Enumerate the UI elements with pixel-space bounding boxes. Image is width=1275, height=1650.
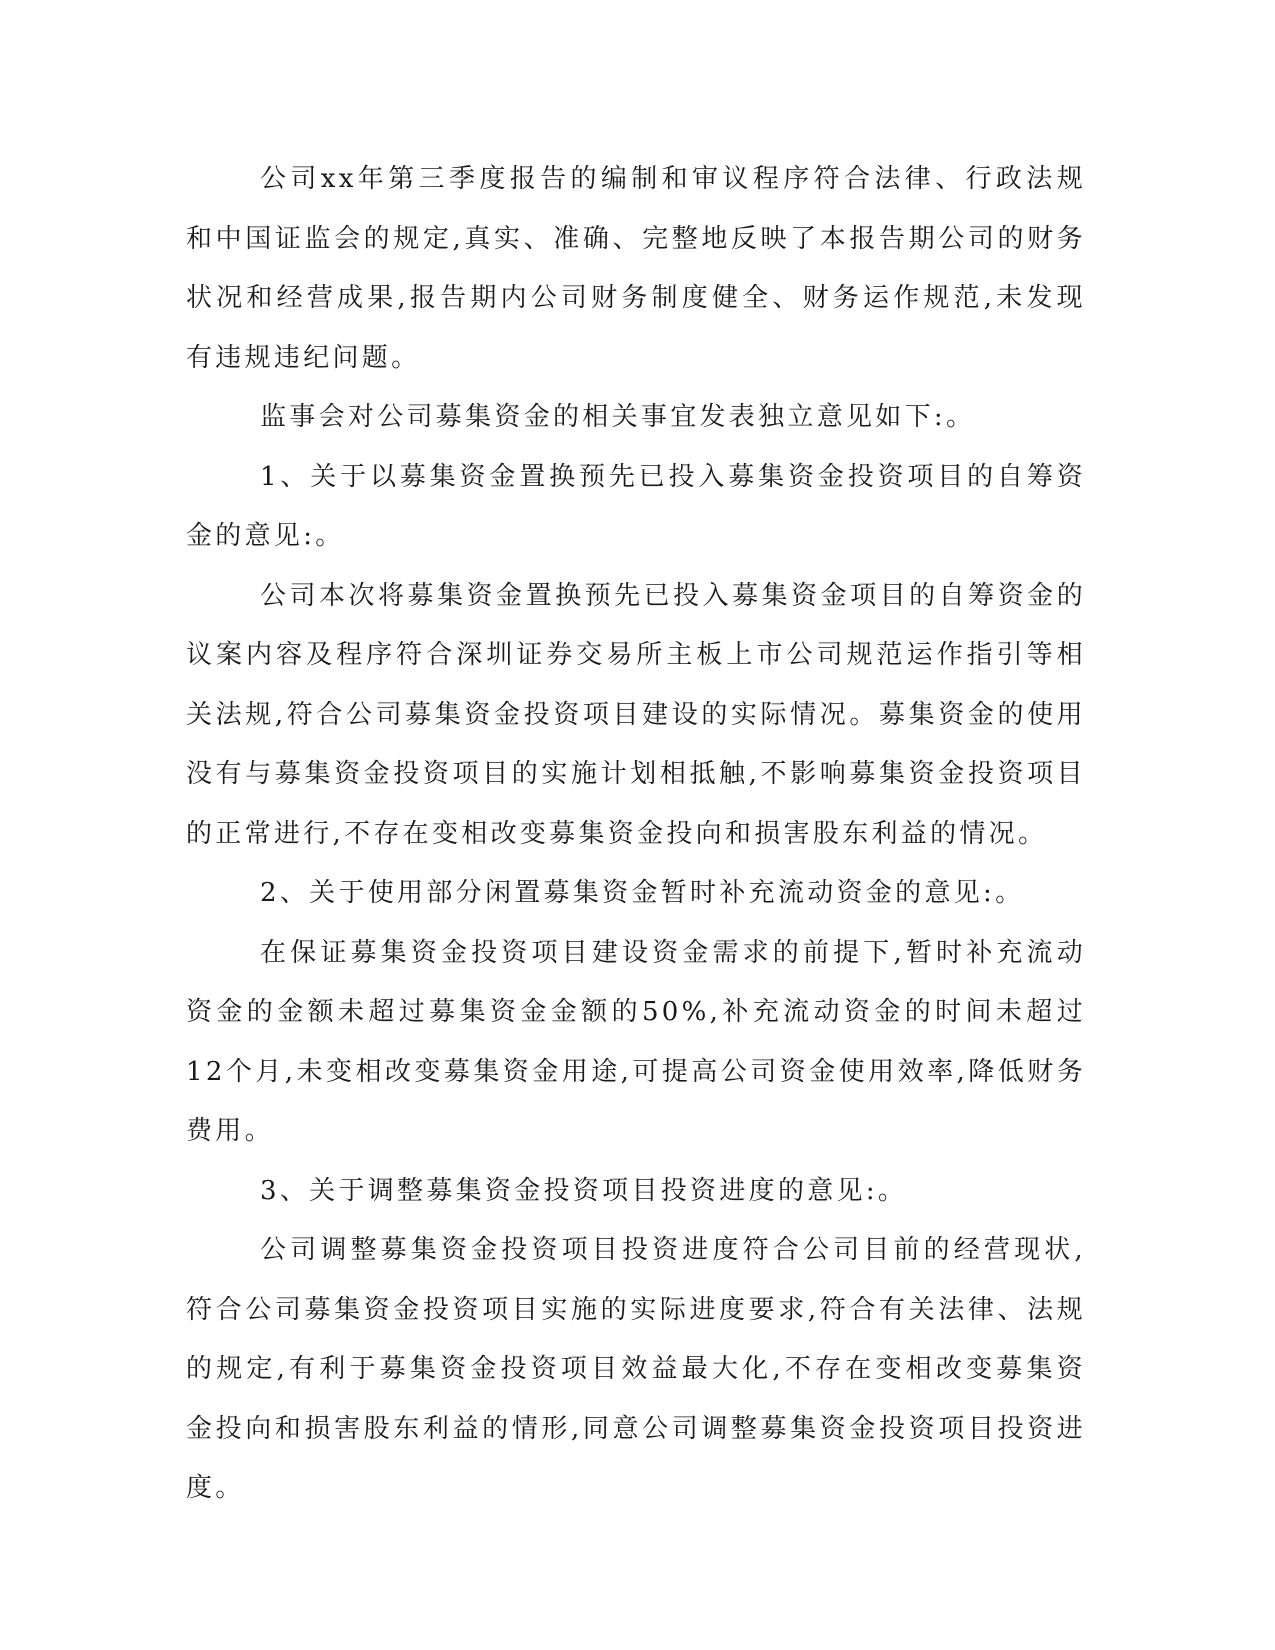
paragraph-opinion-3-body: 公司调整募集资金投资项目投资进度符合公司目前的经营现状,符合公司募集资金投资项目实施的实际进度要求,符合有关法律、法规的规定,有利于募集资金投资项目效益最大化,不存在变相改变募集资金投向和损害股东利益的情形,同意公司调整募集资金投资项目投资进度。 (186, 1235, 1086, 1503)
paragraph-opinion-2-body: 在保证募集资金投资项目建设资金需求的前提下,暂时补充流动资金的金额未超过募集资金金额的50%,补充流动资金的时间未超过12个月,未变相改变募集资金用途,可提高公司资金使用效率,降低财务费用。 (186, 937, 1086, 1146)
paragraph-opinion-1-body: 公司本次将募集资金置换预先已投入募集资金项目的自筹资金的议案内容及程序符合深圳证券交易所主板上市公司规范运作指引等相关法规,符合公司募集资金投资项目建设的实际情况。募集资金的使用没有与募集资金投资项目的实施计划相抵触,不影响募集资金投资项目的正常进行,不存在变相改变募集资金投向和损害股东利益的情况。 (186, 580, 1086, 849)
paragraph-quarterly-report-review: 公司xx年第三季度报告的编制和审议程序符合法律、行政法规和中国证监会的规定,真实、准确、完整地反映了本报告期公司的财务状况和经营成果,报告期内公司财务制度健全、财务运作规范,未发现有违规违纪问题。 (186, 164, 1086, 373)
heading-opinion-1: 1、关于以募集资金置换预先已投入募集资金投资项目的自筹资金的意见:。 (186, 461, 1086, 551)
paragraph-independent-opinion-intro: 监事会对公司募集资金的相关事宜发表独立意见如下:。 (260, 402, 976, 432)
heading-opinion-3: 3、关于调整募集资金投资项目投资进度的意见:。 (260, 1175, 908, 1206)
heading-opinion-2: 2、关于使用部分闲置募集资金暂时补充流动资金的意见:。 (260, 878, 1025, 908)
document-body (186, 150, 1086, 1519)
